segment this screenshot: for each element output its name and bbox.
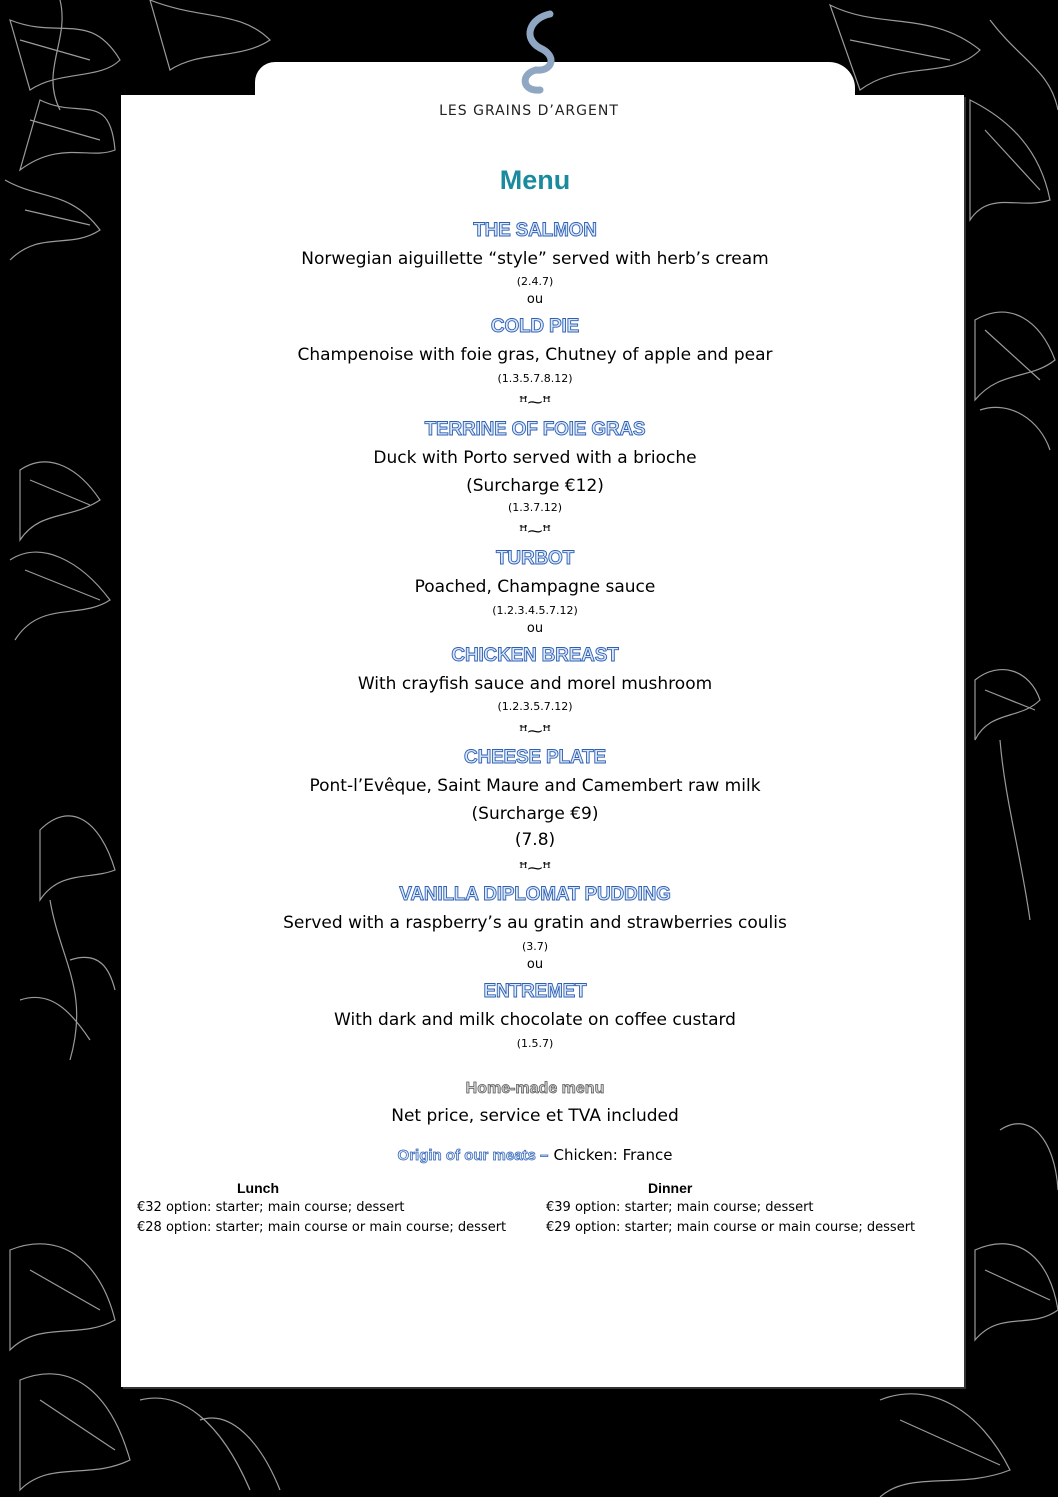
origin-label: Origin of our meats – [397, 1147, 549, 1164]
section-title: VANILLA DIPLOMAT PUDDING [399, 884, 671, 905]
or-separator: ou [526, 292, 544, 307]
wheat-grain-logo-icon [510, 8, 560, 96]
menu-title: Menu [499, 165, 571, 195]
surcharge-note: (Surcharge €9) [471, 804, 599, 824]
section-title: THE SALMON [473, 220, 597, 241]
or-separator: ou [526, 621, 544, 636]
dinner-heading: Dinner [648, 1180, 693, 1196]
allergen-codes: (1.3.5.7.8.12) [497, 372, 573, 385]
allergen-codes: (7.8) [514, 830, 556, 850]
dish-description: Duck with Porto served with a brioche [373, 448, 697, 468]
allergen-codes: (1.3.7.12) [507, 501, 563, 514]
home-made-label: Home-made menu [465, 1080, 605, 1097]
ornament-divider-icon: ꟸ⁓ꟸ [519, 859, 551, 877]
section-title: ENTREMET [483, 981, 587, 1002]
section-title: TERRINE OF FOIE GRAS [424, 419, 646, 440]
dish-description: Served with a raspberry’s au gratin and strawberries coulis [283, 913, 787, 933]
dish-description: Pont-l’Evêque, Saint Maure and Camembert raw milk [309, 776, 761, 796]
allergen-codes: (2.4.7) [516, 275, 554, 288]
dish-description: With crayfish sauce and morel mushroom [357, 674, 713, 694]
section-title: CHICKEN BREAST [451, 645, 619, 666]
lunch-heading: Lunch [237, 1180, 279, 1196]
dinner-option: €39 option: starter; main course; dessert [546, 1200, 814, 1215]
surcharge-note: (Surcharge €12) [466, 476, 604, 496]
dish-description: Norwegian aiguillette “style” served with herb’s cream [301, 249, 769, 269]
allergen-codes: (1.2.3.5.7.12) [497, 700, 573, 713]
allergen-codes: (1.5.7) [516, 1037, 554, 1050]
section-title: COLD PIE [490, 316, 580, 337]
dish-description: With dark and milk chocolate on coffee custard [334, 1010, 736, 1030]
allergen-codes: (1.2.3.4.5.7.12) [492, 604, 578, 617]
dinner-option: €29 option: starter; main course or main course; dessert [546, 1220, 916, 1235]
ornament-divider-icon: ꟸ⁓ꟸ [519, 722, 551, 740]
lunch-option: €32 option: starter; main course; dessert [137, 1200, 405, 1215]
ornament-divider-icon: ꟸ⁓ꟸ [519, 522, 551, 540]
or-separator: ou [526, 957, 544, 972]
section-title: CHEESE PLATE [464, 747, 606, 768]
price-note: Net price, service et TVA included [391, 1106, 679, 1126]
brand-name: LES GRAINS D’ARGENT [439, 103, 619, 119]
lunch-option: €28 option: starter; main course or main course; dessert [137, 1220, 507, 1235]
dish-description: Champenoise with foie gras, Chutney of apple and pear [297, 345, 773, 365]
dish-description: Poached, Champagne sauce [414, 577, 656, 597]
origin-value: Chicken: France [553, 1146, 673, 1164]
meat-origin [121, 1145, 949, 1164]
ornament-divider-icon: ꟸ⁓ꟸ [519, 393, 551, 411]
section-title: TURBOT [496, 548, 574, 569]
allergen-codes: (3.7) [521, 940, 549, 953]
